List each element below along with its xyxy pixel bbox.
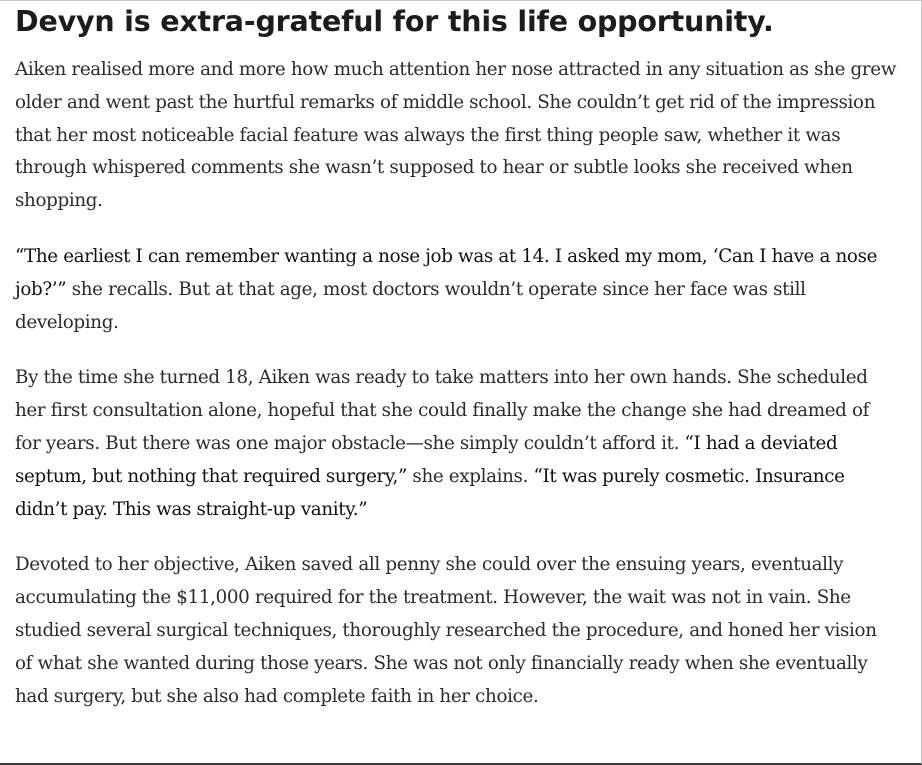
article-paragraph-3	[15, 362, 897, 526]
paragraph-text: By the time she turned 18, Aiken was ready to take matters into her own hands. She scheduled her first consultation alone, hopeful that she could finally make the change she had dreamed of for years. But there was one major obstacle—she simply couldn’t afford it.	[15, 367, 870, 454]
paragraph-text: she recalls. But at that age, most doctors wouldn’t operate since her face was still developing.	[15, 278, 806, 333]
article-body	[0, 3, 921, 713]
article-paragraph-1	[15, 54, 897, 218]
article-headline: Devyn is extra-grateful for this life opportunity.	[15, 5, 774, 38]
paragraph-text: she explains.	[406, 465, 534, 487]
article-paragraph-2	[15, 241, 897, 339]
pull-quote-text: “It was purely cosmetic. Insurance didn’t pay. This was straight-up vanity.”	[15, 465, 845, 520]
paragraph-text: Devoted to her objective, Aiken saved all penny she could over the ensuing years, eventually accumulating the $11,000 required for the treatment. However, the wait was not in vain. She studied several surgical techniques, thoroughly researched the procedure, and honed her vision of what she wanted during those years. She was not only financially ready when she eventually had surgery, but she also had complete faith in her choice.	[15, 554, 877, 707]
paragraph-text: Aiken realised more and more how much attention her nose attracted in any situation as she grew older and went past the hurtful remarks of middle school. She couldn’t get rid of the impression that her most noticeable facial feature was always the first thing people saw, whether it was through whispered comments she wasn’t supposed to hear or subtle looks she received when shopping.	[15, 59, 897, 212]
article-paragraph-4	[15, 549, 897, 713]
pull-quote-text: “I had a deviated septum, but nothing that required surgery,”	[15, 432, 838, 487]
pull-quote-text: “The earliest I can remember wanting a nose job was at 14. I asked my mom, ‘Can I have a nose job?’”	[15, 245, 878, 300]
